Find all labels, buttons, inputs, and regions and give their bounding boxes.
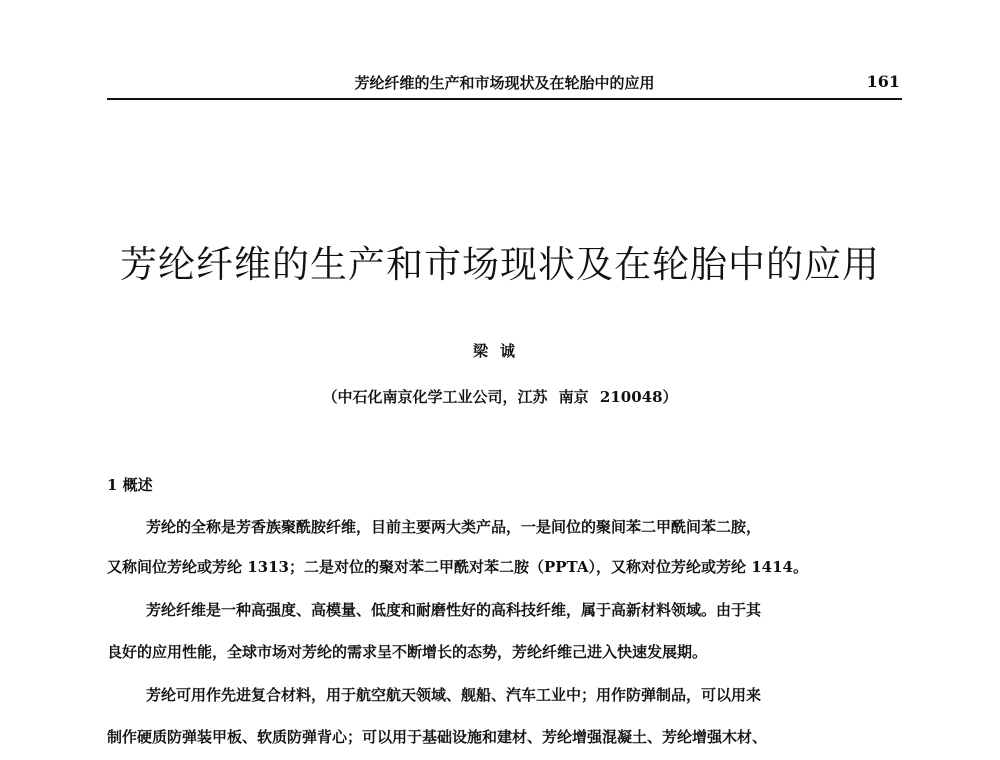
section-heading: 1 概述 [107, 476, 153, 494]
paragraph-line: 芳纶纤维是一种高强度、高模量、低度和耐磨性好的高科技纤维，属于高新材料领域。由于其 [146, 601, 762, 619]
author-name: 梁诚 [472, 342, 527, 360]
paragraph-line: 又称间位芳纶或芳纶 1313；二是对位的聚对苯二甲酰对苯二胺（PPTA），又称对位芳纶或芳纶 1414。 [107, 558, 808, 576]
author-affiliation: （中石化南京化学工业公司，江苏 南京 210048） [322, 388, 678, 406]
paragraph-line: 良好的应用性能，全球市场对芳纶的需求呈不断增长的态势，芳纶纤维己进入快速发展期。 [107, 643, 708, 661]
page-number: 161 [866, 72, 900, 91]
paragraph-line: 芳纶可用作先进复合材料，用于航空航天领域、舰船、汽车工业中；用作防弹制品，可以用来 [146, 686, 762, 704]
running-header [107, 68, 902, 100]
running-title: 芳纶纤维的生产和市场现状及在轮胎中的应用 [354, 74, 655, 92]
paragraph-line: 制作硬质防弹装甲板、软质防弹背心；可以用于基础设施和建材、芳纶增强混凝土、芳纶增强木材、 [107, 728, 768, 746]
paragraph-line: 芳纶的全称是芳香族聚酰胺纤维，目前主要两大类产品，一是间位的聚间苯二甲酰间苯二胺， [146, 518, 762, 536]
article-title: 芳纶纤维的生产和市场现状及在轮胎中的应用 [120, 243, 880, 286]
